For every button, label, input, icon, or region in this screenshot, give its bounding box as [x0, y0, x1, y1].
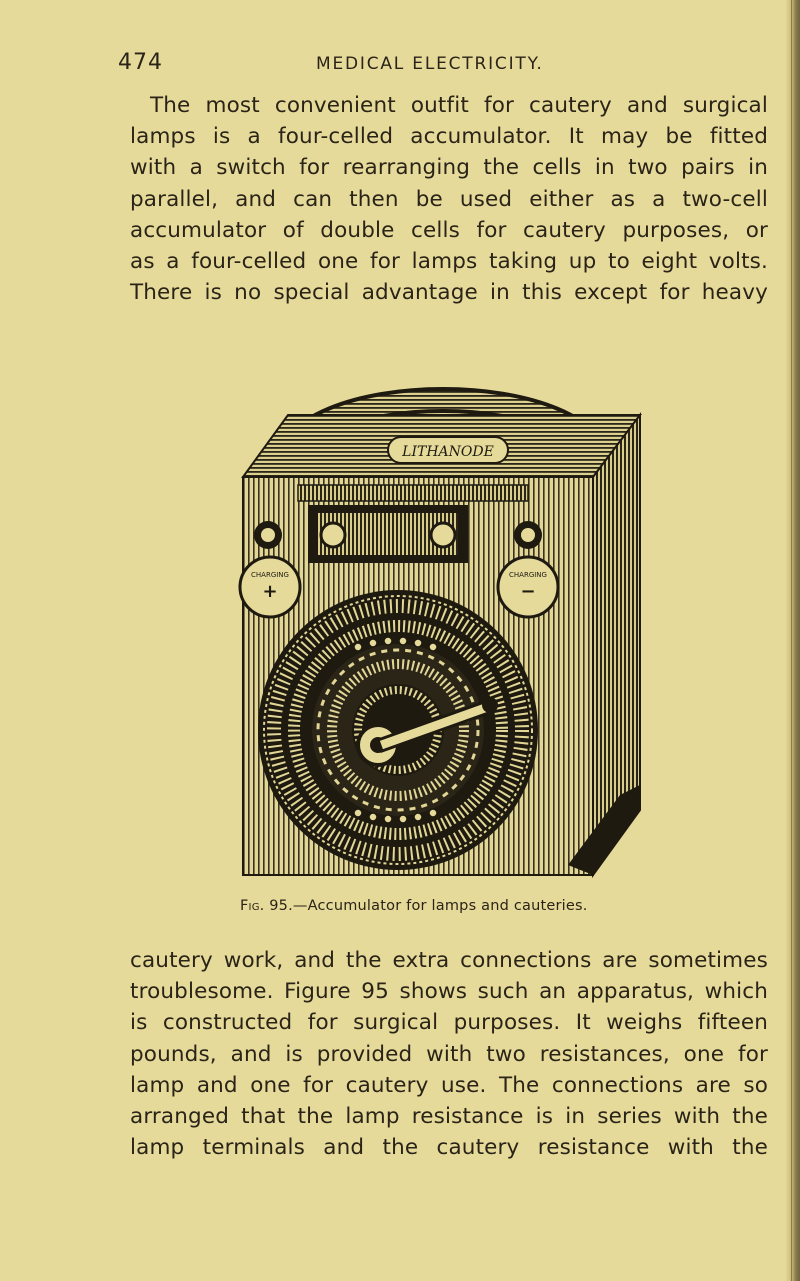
- page-edge-line: [791, 0, 792, 1281]
- text-line: troublesome. Figure 95 shows such an apparatus, which: [130, 979, 768, 1005]
- text-line: parallel, and can then be used either as a two-cell: [130, 186, 768, 212]
- accumulator-figure: [228, 355, 658, 880]
- caption-text: —Accumulator for lamps and cauteries.: [292, 898, 588, 914]
- figure-caption: [240, 898, 660, 914]
- page-header: [118, 50, 768, 82]
- text-line: The most convenient outfit for cautery and surgical: [150, 93, 768, 118]
- right-dial-label: CHARGING: [509, 571, 547, 579]
- left-dial-sign: +: [262, 581, 278, 602]
- text-line: is constructed for surgical purposes. It weighs fifteen: [130, 1010, 768, 1036]
- paragraph-1: [130, 90, 768, 308]
- right-dial-sign: −: [520, 581, 536, 602]
- text-line: cautery work, and the extra connections are sometimes: [130, 948, 768, 973]
- left-dial-label: CHARGING: [251, 571, 289, 579]
- text-line: accumulator of double cells for cautery purposes, or: [130, 217, 768, 243]
- nameplate-label: LITHANODE: [402, 444, 494, 460]
- text-line: lamps is a four-celled accumulator. It may be fitted: [130, 124, 768, 150]
- page-edge: [786, 0, 800, 1281]
- figure-label: Fig. 95.: [240, 898, 293, 914]
- accumulator-illustration: [228, 355, 658, 880]
- text-line: arranged that the lamp resistance is in series with the: [130, 1104, 768, 1130]
- text-line: pounds, and is provided with two resistances, one for: [130, 1041, 768, 1067]
- text-line: as a four-celled one for lamps taking up to eight volts.: [130, 249, 768, 275]
- text-line: lamp terminals and the cautery resistance with the: [130, 1135, 768, 1161]
- text-line: lamp and one for cautery use. The connections are so: [130, 1072, 768, 1098]
- text-line: with a switch for rearranging the cells in two pairs in: [130, 155, 768, 181]
- running-head: MEDICAL ELECTRICITY.: [316, 54, 544, 74]
- text-line: There is no special advantage in this except for heavy: [130, 280, 768, 306]
- page-number: 474: [118, 50, 163, 75]
- paragraph-2: [130, 945, 768, 1163]
